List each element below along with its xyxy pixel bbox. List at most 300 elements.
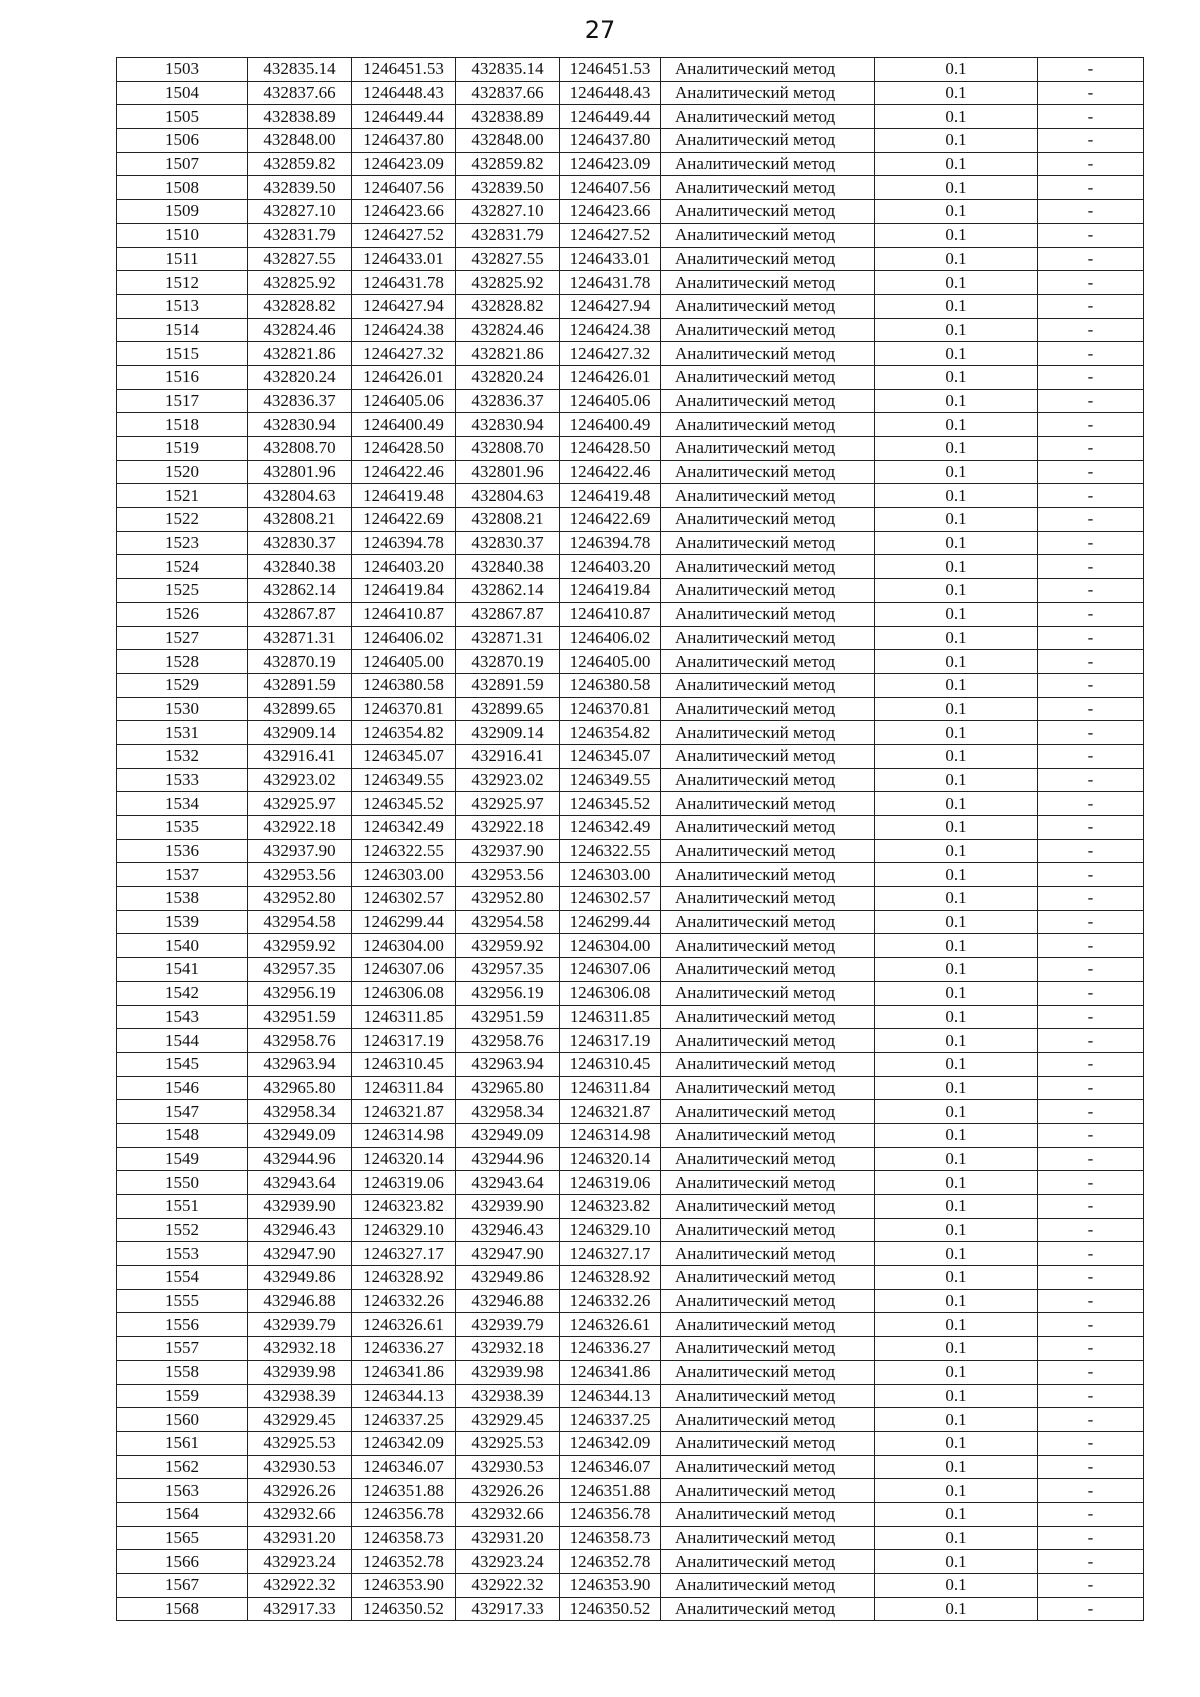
y-repeat-cell: 1246358.73 [560, 1526, 661, 1550]
accuracy-cell: 0.1 [875, 1384, 1038, 1408]
x-repeat-cell: 432956.19 [456, 981, 560, 1005]
accuracy-cell: 0.1 [875, 1218, 1038, 1242]
point-number-cell: 1513 [117, 294, 248, 318]
y-repeat-cell: 1246410.87 [560, 602, 661, 626]
x-cell: 432947.90 [248, 1242, 352, 1266]
x-repeat-cell: 432947.90 [456, 1242, 560, 1266]
table-row [117, 721, 1144, 745]
note-cell: - [1038, 792, 1144, 816]
method-cell: Аналитический метод [661, 508, 875, 532]
method-cell: Аналитический метод [661, 484, 875, 508]
y-repeat-cell: 1246448.43 [560, 81, 661, 105]
point-number-cell: 1528 [117, 650, 248, 674]
y-repeat-cell: 1246370.81 [560, 697, 661, 721]
method-cell: Аналитический метод [661, 437, 875, 461]
method-cell: Аналитический метод [661, 342, 875, 366]
method-cell: Аналитический метод [661, 626, 875, 650]
y-repeat-cell: 1246449.44 [560, 105, 661, 129]
point-number-cell: 1508 [117, 176, 248, 200]
x-cell: 432925.53 [248, 1431, 352, 1455]
accuracy-cell: 0.1 [875, 626, 1038, 650]
y-cell: 1246327.17 [352, 1242, 456, 1266]
table-row [117, 555, 1144, 579]
point-number-cell: 1544 [117, 1029, 248, 1053]
note-cell: - [1038, 223, 1144, 247]
point-number-cell: 1517 [117, 389, 248, 413]
y-cell: 1246349.55 [352, 768, 456, 792]
x-cell: 432963.94 [248, 1052, 352, 1076]
table-row [117, 129, 1144, 153]
y-cell: 1246299.44 [352, 910, 456, 934]
note-cell: - [1038, 294, 1144, 318]
x-repeat-cell: 432930.53 [456, 1455, 560, 1479]
y-cell: 1246342.09 [352, 1431, 456, 1455]
point-number-cell: 1533 [117, 768, 248, 792]
method-cell: Аналитический метод [661, 1337, 875, 1361]
y-repeat-cell: 1246403.20 [560, 555, 661, 579]
note-cell: - [1038, 839, 1144, 863]
note-cell: - [1038, 887, 1144, 911]
note-cell: - [1038, 1076, 1144, 1100]
y-cell: 1246328.92 [352, 1266, 456, 1290]
point-number-cell: 1519 [117, 437, 248, 461]
x-repeat-cell: 432959.92 [456, 934, 560, 958]
accuracy-cell: 0.1 [875, 1076, 1038, 1100]
x-repeat-cell: 432944.96 [456, 1147, 560, 1171]
y-cell: 1246304.00 [352, 934, 456, 958]
point-number-cell: 1543 [117, 1005, 248, 1029]
accuracy-cell: 0.1 [875, 81, 1038, 105]
note-cell: - [1038, 1171, 1144, 1195]
y-cell: 1246329.10 [352, 1218, 456, 1242]
x-repeat-cell: 432827.10 [456, 200, 560, 224]
method-cell: Аналитический метод [661, 58, 875, 82]
note-cell: - [1038, 129, 1144, 153]
note-cell: - [1038, 1100, 1144, 1124]
note-cell: - [1038, 247, 1144, 271]
y-cell: 1246310.45 [352, 1052, 456, 1076]
x-repeat-cell: 432839.50 [456, 176, 560, 200]
accuracy-cell: 0.1 [875, 839, 1038, 863]
y-cell: 1246351.88 [352, 1479, 456, 1503]
accuracy-cell: 0.1 [875, 1100, 1038, 1124]
x-cell: 432824.46 [248, 318, 352, 342]
point-number-cell: 1503 [117, 58, 248, 82]
x-repeat-cell: 432926.26 [456, 1479, 560, 1503]
x-repeat-cell: 432870.19 [456, 650, 560, 674]
y-cell: 1246433.01 [352, 247, 456, 271]
note-cell: - [1038, 673, 1144, 697]
method-cell: Аналитический метод [661, 389, 875, 413]
point-number-cell: 1537 [117, 863, 248, 887]
x-cell: 432946.43 [248, 1218, 352, 1242]
table-row [117, 650, 1144, 674]
note-cell: - [1038, 1408, 1144, 1432]
x-repeat-cell: 432825.92 [456, 271, 560, 295]
y-repeat-cell: 1246451.53 [560, 58, 661, 82]
y-repeat-cell: 1246427.52 [560, 223, 661, 247]
x-repeat-cell: 432963.94 [456, 1052, 560, 1076]
accuracy-cell: 0.1 [875, 697, 1038, 721]
y-repeat-cell: 1246405.06 [560, 389, 661, 413]
accuracy-cell: 0.1 [875, 1360, 1038, 1384]
point-number-cell: 1560 [117, 1408, 248, 1432]
note-cell: - [1038, 81, 1144, 105]
table-row [117, 673, 1144, 697]
y-cell: 1246345.52 [352, 792, 456, 816]
table-row [117, 579, 1144, 603]
page-number: 27 [584, 16, 616, 44]
note-cell: - [1038, 413, 1144, 437]
y-cell: 1246437.80 [352, 129, 456, 153]
x-repeat-cell: 432838.89 [456, 105, 560, 129]
x-repeat-cell: 432932.66 [456, 1502, 560, 1526]
accuracy-cell: 0.1 [875, 1147, 1038, 1171]
method-cell: Аналитический метод [661, 200, 875, 224]
y-repeat-cell: 1246394.78 [560, 531, 661, 555]
y-repeat-cell: 1246323.82 [560, 1195, 661, 1219]
point-number-cell: 1549 [117, 1147, 248, 1171]
point-number-cell: 1512 [117, 271, 248, 295]
note-cell: - [1038, 105, 1144, 129]
x-cell: 432848.00 [248, 129, 352, 153]
y-cell: 1246424.38 [352, 318, 456, 342]
method-cell: Аналитический метод [661, 1526, 875, 1550]
y-repeat-cell: 1246337.25 [560, 1408, 661, 1432]
note-cell: - [1038, 1147, 1144, 1171]
x-repeat-cell: 432891.59 [456, 673, 560, 697]
table-row [117, 531, 1144, 555]
y-repeat-cell: 1246423.66 [560, 200, 661, 224]
note-cell: - [1038, 1360, 1144, 1384]
point-number-cell: 1547 [117, 1100, 248, 1124]
y-repeat-cell: 1246342.09 [560, 1431, 661, 1455]
y-cell: 1246345.07 [352, 744, 456, 768]
note-cell: - [1038, 863, 1144, 887]
y-cell: 1246332.26 [352, 1289, 456, 1313]
y-cell: 1246311.84 [352, 1076, 456, 1100]
y-repeat-cell: 1246356.78 [560, 1502, 661, 1526]
table-row [117, 105, 1144, 129]
accuracy-cell: 0.1 [875, 318, 1038, 342]
table-row [117, 176, 1144, 200]
x-cell: 432949.86 [248, 1266, 352, 1290]
y-cell: 1246356.78 [352, 1502, 456, 1526]
note-cell: - [1038, 1455, 1144, 1479]
table-row [117, 58, 1144, 82]
y-cell: 1246423.66 [352, 200, 456, 224]
method-cell: Аналитический метод [661, 839, 875, 863]
x-cell: 432837.66 [248, 81, 352, 105]
point-number-cell: 1521 [117, 484, 248, 508]
method-cell: Аналитический метод [661, 744, 875, 768]
x-cell: 432957.35 [248, 958, 352, 982]
y-cell: 1246426.01 [352, 365, 456, 389]
y-cell: 1246400.49 [352, 413, 456, 437]
y-cell: 1246449.44 [352, 105, 456, 129]
x-repeat-cell: 432830.94 [456, 413, 560, 437]
point-number-cell: 1555 [117, 1289, 248, 1313]
table-row [117, 508, 1144, 532]
method-cell: Аналитический метод [661, 1408, 875, 1432]
accuracy-cell: 0.1 [875, 887, 1038, 911]
x-cell: 432827.55 [248, 247, 352, 271]
y-cell: 1246423.09 [352, 152, 456, 176]
accuracy-cell: 0.1 [875, 579, 1038, 603]
x-repeat-cell: 432958.76 [456, 1029, 560, 1053]
x-repeat-cell: 432958.34 [456, 1100, 560, 1124]
y-cell: 1246405.06 [352, 389, 456, 413]
x-cell: 432825.92 [248, 271, 352, 295]
method-cell: Аналитический метод [661, 1123, 875, 1147]
note-cell: - [1038, 1289, 1144, 1313]
x-repeat-cell: 432899.65 [456, 697, 560, 721]
note-cell: - [1038, 1005, 1144, 1029]
y-repeat-cell: 1246349.55 [560, 768, 661, 792]
note-cell: - [1038, 1218, 1144, 1242]
x-cell: 432916.41 [248, 744, 352, 768]
y-cell: 1246394.78 [352, 531, 456, 555]
method-cell: Аналитический метод [661, 1479, 875, 1503]
point-number-cell: 1505 [117, 105, 248, 129]
y-repeat-cell: 1246427.94 [560, 294, 661, 318]
method-cell: Аналитический метод [661, 1550, 875, 1574]
y-cell: 1246303.00 [352, 863, 456, 887]
x-cell: 432939.98 [248, 1360, 352, 1384]
accuracy-cell: 0.1 [875, 389, 1038, 413]
method-cell: Аналитический метод [661, 1289, 875, 1313]
note-cell: - [1038, 318, 1144, 342]
note-cell: - [1038, 602, 1144, 626]
y-repeat-cell: 1246351.88 [560, 1479, 661, 1503]
x-repeat-cell: 432932.18 [456, 1337, 560, 1361]
method-cell: Аналитический метод [661, 1218, 875, 1242]
y-cell: 1246320.14 [352, 1147, 456, 1171]
x-cell: 432917.33 [248, 1597, 352, 1621]
accuracy-cell: 0.1 [875, 365, 1038, 389]
x-cell: 432820.24 [248, 365, 352, 389]
x-repeat-cell: 432820.24 [456, 365, 560, 389]
method-cell: Аналитический метод [661, 318, 875, 342]
y-cell: 1246319.06 [352, 1171, 456, 1195]
table-row [117, 1574, 1144, 1598]
note-cell: - [1038, 958, 1144, 982]
point-number-cell: 1553 [117, 1242, 248, 1266]
y-repeat-cell: 1246428.50 [560, 437, 661, 461]
x-repeat-cell: 432827.55 [456, 247, 560, 271]
y-cell: 1246326.61 [352, 1313, 456, 1337]
point-number-cell: 1504 [117, 81, 248, 105]
x-cell: 432859.82 [248, 152, 352, 176]
method-cell: Аналитический метод [661, 1502, 875, 1526]
note-cell: - [1038, 200, 1144, 224]
point-number-cell: 1558 [117, 1360, 248, 1384]
y-cell: 1246448.43 [352, 81, 456, 105]
point-number-cell: 1541 [117, 958, 248, 982]
table-row [117, 1147, 1144, 1171]
x-cell: 432931.20 [248, 1526, 352, 1550]
x-cell: 432804.63 [248, 484, 352, 508]
accuracy-cell: 0.1 [875, 247, 1038, 271]
x-cell: 432840.38 [248, 555, 352, 579]
x-repeat-cell: 432952.80 [456, 887, 560, 911]
x-repeat-cell: 432909.14 [456, 721, 560, 745]
coordinates-table-body [117, 58, 1144, 1621]
table-row [117, 887, 1144, 911]
x-cell: 432891.59 [248, 673, 352, 697]
x-repeat-cell: 432917.33 [456, 1597, 560, 1621]
accuracy-cell: 0.1 [875, 910, 1038, 934]
x-cell: 432808.70 [248, 437, 352, 461]
point-number-cell: 1540 [117, 934, 248, 958]
method-cell: Аналитический метод [661, 365, 875, 389]
x-cell: 432830.94 [248, 413, 352, 437]
x-cell: 432830.37 [248, 531, 352, 555]
table-row [117, 1479, 1144, 1503]
note-cell: - [1038, 460, 1144, 484]
y-cell: 1246406.02 [352, 626, 456, 650]
accuracy-cell: 0.1 [875, 650, 1038, 674]
coordinates-table [116, 57, 1144, 1621]
y-cell: 1246341.86 [352, 1360, 456, 1384]
accuracy-cell: 0.1 [875, 1266, 1038, 1290]
x-repeat-cell: 432871.31 [456, 626, 560, 650]
x-repeat-cell: 432937.90 [456, 839, 560, 863]
table-row [117, 200, 1144, 224]
y-cell: 1246427.52 [352, 223, 456, 247]
point-number-cell: 1566 [117, 1550, 248, 1574]
table-row [117, 1076, 1144, 1100]
point-number-cell: 1557 [117, 1337, 248, 1361]
x-cell: 432953.56 [248, 863, 352, 887]
table-row [117, 1005, 1144, 1029]
x-cell: 432862.14 [248, 579, 352, 603]
x-repeat-cell: 432946.43 [456, 1218, 560, 1242]
y-repeat-cell: 1246306.08 [560, 981, 661, 1005]
method-cell: Аналитический метод [661, 863, 875, 887]
x-cell: 432937.90 [248, 839, 352, 863]
x-cell: 432958.76 [248, 1029, 352, 1053]
accuracy-cell: 0.1 [875, 105, 1038, 129]
table-row [117, 460, 1144, 484]
y-repeat-cell: 1246345.07 [560, 744, 661, 768]
y-cell: 1246317.19 [352, 1029, 456, 1053]
x-repeat-cell: 432922.18 [456, 816, 560, 840]
note-cell: - [1038, 768, 1144, 792]
method-cell: Аналитический метод [661, 792, 875, 816]
accuracy-cell: 0.1 [875, 958, 1038, 982]
table-row [117, 839, 1144, 863]
method-cell: Аналитический метод [661, 247, 875, 271]
table-row [117, 1455, 1144, 1479]
table-row [117, 816, 1144, 840]
x-cell: 432821.86 [248, 342, 352, 366]
method-cell: Аналитический метод [661, 152, 875, 176]
note-cell: - [1038, 508, 1144, 532]
accuracy-cell: 0.1 [875, 129, 1038, 153]
note-cell: - [1038, 744, 1144, 768]
x-repeat-cell: 432939.79 [456, 1313, 560, 1337]
method-cell: Аналитический метод [661, 1242, 875, 1266]
x-cell: 432909.14 [248, 721, 352, 745]
x-cell: 432808.21 [248, 508, 352, 532]
point-number-cell: 1526 [117, 602, 248, 626]
x-cell: 432838.89 [248, 105, 352, 129]
y-cell: 1246380.58 [352, 673, 456, 697]
x-repeat-cell: 432943.64 [456, 1171, 560, 1195]
x-repeat-cell: 432867.87 [456, 602, 560, 626]
table-row [117, 1242, 1144, 1266]
accuracy-cell: 0.1 [875, 176, 1038, 200]
note-cell: - [1038, 1526, 1144, 1550]
table-row [117, 271, 1144, 295]
x-repeat-cell: 432939.98 [456, 1360, 560, 1384]
accuracy-cell: 0.1 [875, 981, 1038, 1005]
point-number-cell: 1546 [117, 1076, 248, 1100]
y-cell: 1246346.07 [352, 1455, 456, 1479]
table-row [117, 1337, 1144, 1361]
table-row [117, 1313, 1144, 1337]
point-number-cell: 1514 [117, 318, 248, 342]
y-cell: 1246427.32 [352, 342, 456, 366]
x-cell: 432831.79 [248, 223, 352, 247]
accuracy-cell: 0.1 [875, 1123, 1038, 1147]
accuracy-cell: 0.1 [875, 816, 1038, 840]
method-cell: Аналитический метод [661, 1195, 875, 1219]
note-cell: - [1038, 697, 1144, 721]
y-repeat-cell: 1246345.52 [560, 792, 661, 816]
note-cell: - [1038, 342, 1144, 366]
note-cell: - [1038, 1195, 1144, 1219]
point-number-cell: 1509 [117, 200, 248, 224]
x-repeat-cell: 432931.20 [456, 1526, 560, 1550]
y-cell: 1246302.57 [352, 887, 456, 911]
note-cell: - [1038, 1242, 1144, 1266]
y-cell: 1246350.52 [352, 1597, 456, 1621]
table-row [117, 744, 1144, 768]
accuracy-cell: 0.1 [875, 271, 1038, 295]
y-repeat-cell: 1246303.00 [560, 863, 661, 887]
y-cell: 1246422.69 [352, 508, 456, 532]
method-cell: Аналитический метод [661, 1266, 875, 1290]
note-cell: - [1038, 1266, 1144, 1290]
note-cell: - [1038, 1384, 1144, 1408]
x-repeat-cell: 432916.41 [456, 744, 560, 768]
x-cell: 432870.19 [248, 650, 352, 674]
note-cell: - [1038, 816, 1144, 840]
point-number-cell: 1545 [117, 1052, 248, 1076]
table-row [117, 413, 1144, 437]
table-row [117, 981, 1144, 1005]
accuracy-cell: 0.1 [875, 531, 1038, 555]
y-repeat-cell: 1246332.26 [560, 1289, 661, 1313]
y-cell: 1246358.73 [352, 1526, 456, 1550]
note-cell: - [1038, 58, 1144, 82]
table-row [117, 958, 1144, 982]
y-cell: 1246336.27 [352, 1337, 456, 1361]
note-cell: - [1038, 1479, 1144, 1503]
table-row [117, 1597, 1144, 1621]
point-number-cell: 1515 [117, 342, 248, 366]
accuracy-cell: 0.1 [875, 1502, 1038, 1526]
y-cell: 1246311.85 [352, 1005, 456, 1029]
y-repeat-cell: 1246344.13 [560, 1384, 661, 1408]
point-number-cell: 1552 [117, 1218, 248, 1242]
accuracy-cell: 0.1 [875, 555, 1038, 579]
x-cell: 432946.88 [248, 1289, 352, 1313]
accuracy-cell: 0.1 [875, 58, 1038, 82]
note-cell: - [1038, 1052, 1144, 1076]
